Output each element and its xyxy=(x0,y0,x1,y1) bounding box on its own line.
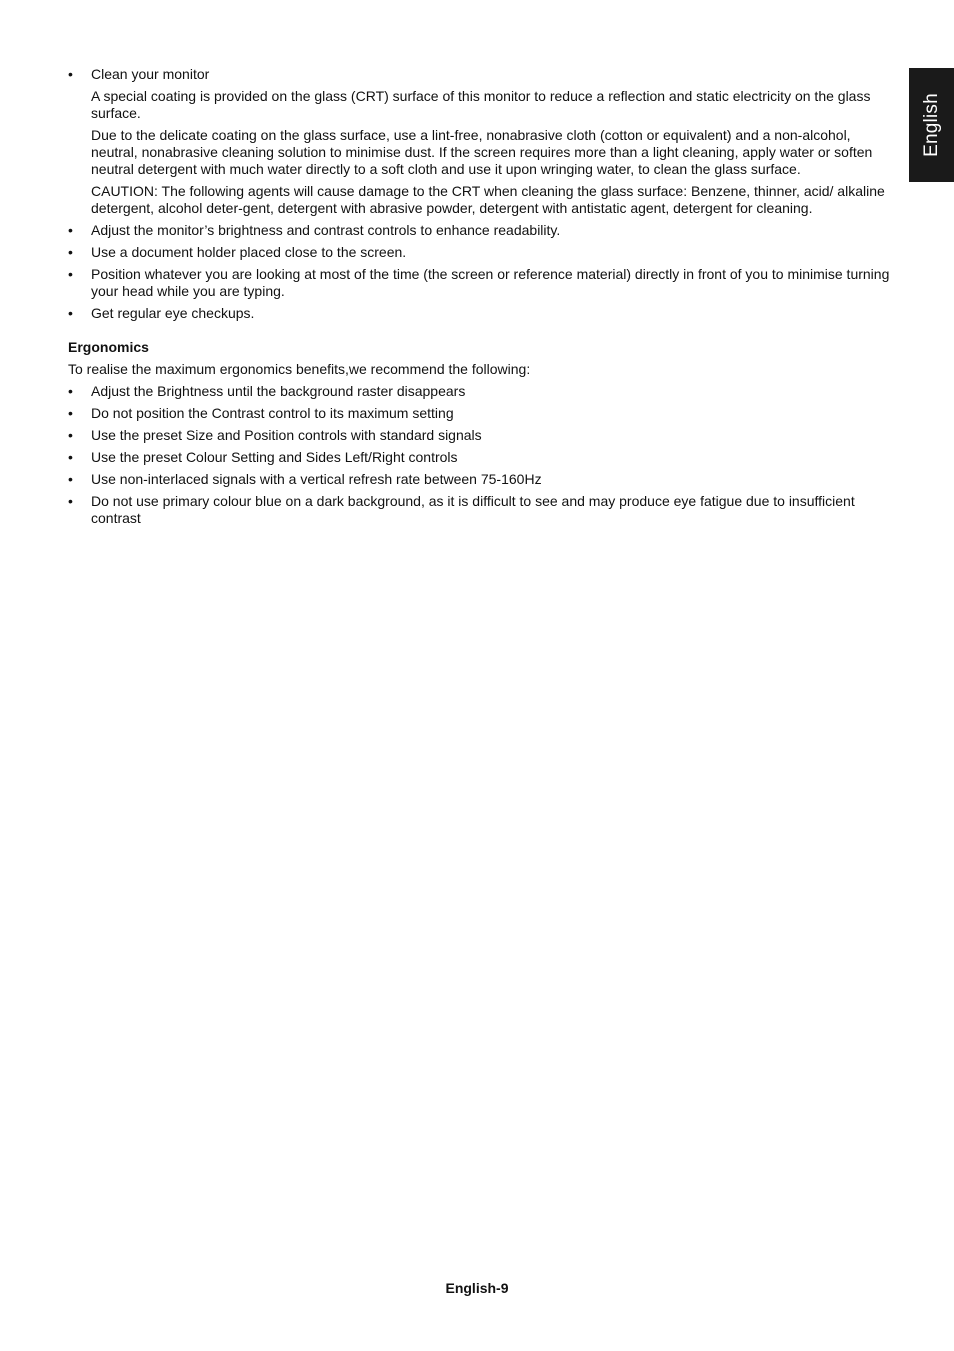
ergonomics-list xyxy=(68,383,892,527)
list-item xyxy=(68,66,892,217)
list-item-text: • Use a document holder placed close to the screen. xyxy=(91,244,407,260)
list-item-text: • Get regular eye checkups. xyxy=(91,305,255,321)
list-item: • Use non-interlaced signals with a vertical refresh rate between 75-160Hz xyxy=(68,471,892,488)
list-item xyxy=(68,244,892,261)
language-tab xyxy=(909,68,954,182)
language-tab-label: English xyxy=(920,93,942,157)
page-number: English-9 xyxy=(445,1280,509,1296)
list-item xyxy=(68,305,892,322)
cleaning-paragraph: Due to the delicate coating on the glass surface, use a lint-free, nonabrasive cloth (cotton or equivalent) and a non-alcohol, neutral, nonabrasive cleaning solution to minimise dust. If the screen requires more than a light cleaning, apply water or soften neutral detergent with much water directly to a soft cloth and use it upon wringing water, to clean the glass surface. xyxy=(91,127,873,177)
caution-paragraph: CAUTION: The following agents will cause damage to the CRT when cleaning the glass surface: Benzene, thinner, acid/ alkaline detergent, alcohol deter-gent, detergent with abrasive powder, detergent with antistatic agent, detergent for cleaning. xyxy=(91,183,885,216)
page-content xyxy=(68,66,892,532)
list-item-text: • Position whatever you are looking at most of the time (the screen or reference material) directly in front of you to minimise turning your head while you are typing. xyxy=(91,266,890,299)
ergonomics-intro: To realise the maximum ergonomics benefits,we recommend the following: xyxy=(68,361,531,377)
list-item-text: • Clean your monitor xyxy=(91,66,210,82)
list-item: • Do not use primary colour blue on a dark background, as it is difficult to see and may produce eye fatigue due to insufficient contrast xyxy=(68,493,892,527)
list-item-text: • Adjust the monitor’s brightness and contrast controls to enhance readability. xyxy=(91,222,561,238)
ergonomics-heading: Ergonomics xyxy=(68,339,149,355)
list-item: • Use the preset Size and Position controls with standard signals xyxy=(68,427,892,444)
list-item: • Adjust the Brightness until the background raster disappears xyxy=(68,383,892,400)
list-item xyxy=(68,222,892,239)
coating-paragraph: A special coating is provided on the glass (CRT) surface of this monitor to reduce a reflection and static electricity on the glass surface. xyxy=(91,88,871,121)
list-item: • Use the preset Colour Setting and Sides Left/Right controls xyxy=(68,449,892,466)
list-item xyxy=(68,266,892,300)
list-item: • Do not position the Contrast control to its maximum setting xyxy=(68,405,892,422)
cleaning-list xyxy=(68,66,892,322)
